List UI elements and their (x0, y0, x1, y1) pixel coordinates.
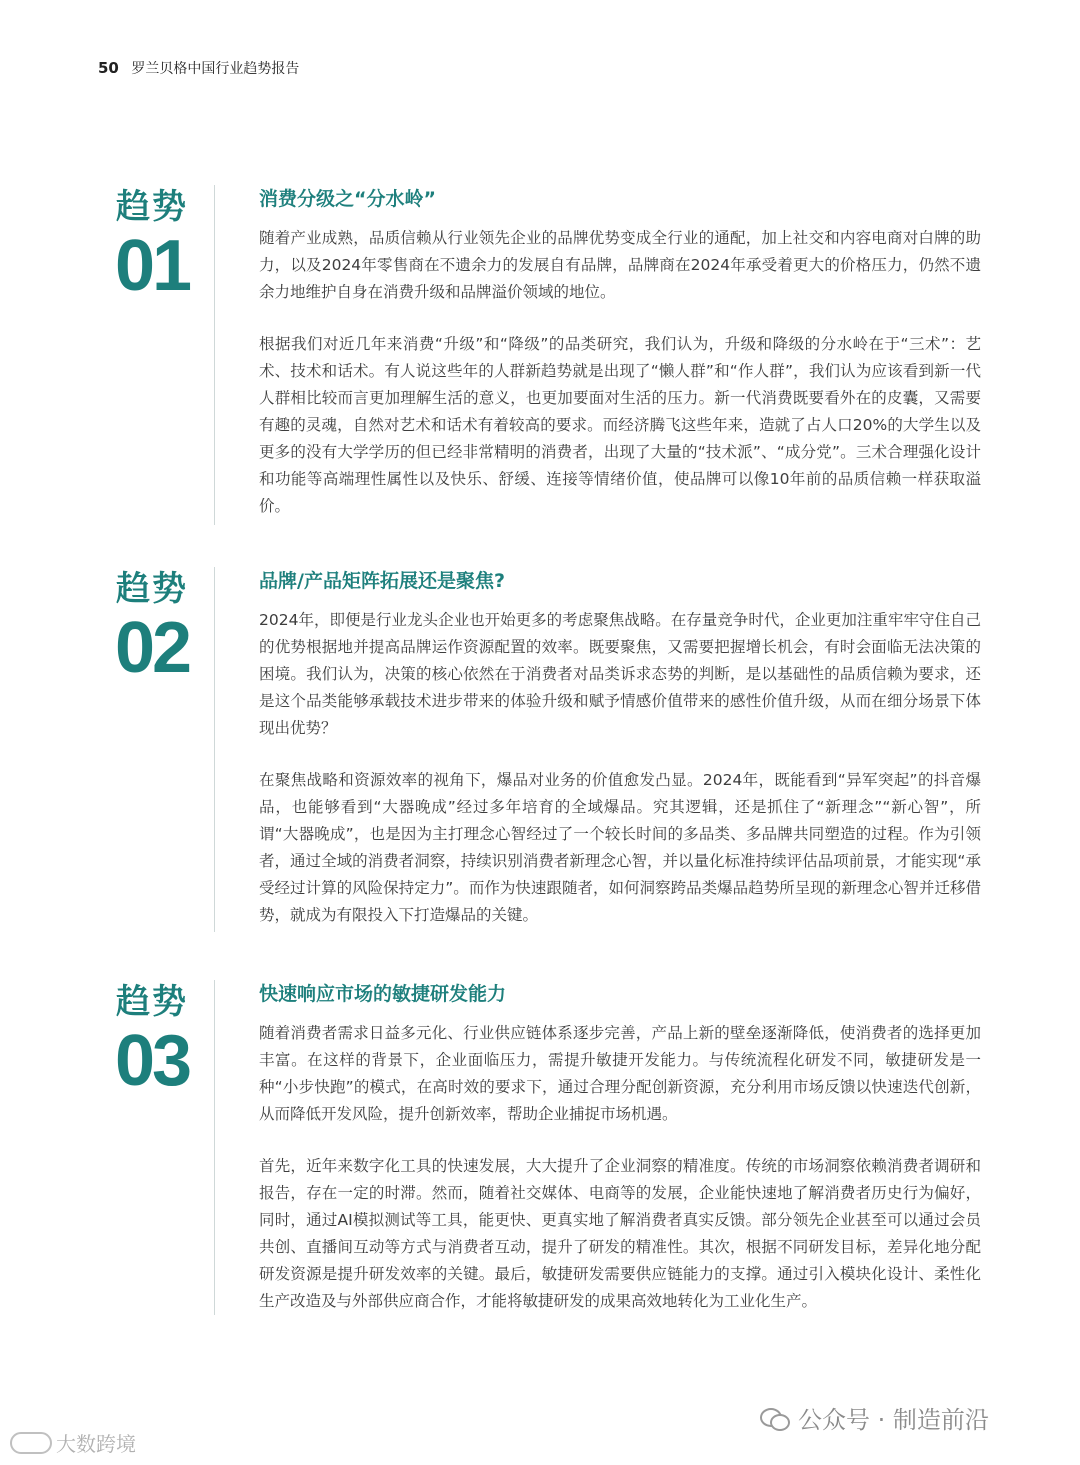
trend-badge-number: 02 (114, 608, 190, 688)
wechat-icon (760, 1406, 790, 1430)
section-divider (214, 980, 215, 1315)
section-paragraph: 首先，近年来数字化工具的快速发展，大大提升了企业洞察的精准度。传统的市场洞察依赖消费者调研和报告，存在一定的时滞。然而，随着社交媒体、电商等的发展，企业能快速地了解消费者历史行为偏好，同时，通过AI模拟测试等工具，能更快、更真实地了解消费者真实反馈。部分领先企业甚至可以通过会员共创、直播间互动等方式与消费者互动，提升了研发的精准性。其次，根据不同研发目标，差异化地分配研发资源是提升研发效率的关键。最后，敏捷研发需要供应链能力的支撑。通过引入模块化设计、柔性化生产改造及与外部供应商合作，才能将敏捷研发的成果高效地转化为工业化生产。 (259, 1157, 981, 1310)
trend-badge-number: 03 (114, 1021, 190, 1101)
trend-badge (104, 980, 200, 1101)
page-number: 50 (98, 59, 119, 77)
trend-badge-number: 01 (114, 226, 190, 306)
trend-badge-word: 趋势 (116, 187, 188, 227)
wechat-watermark-text: 公众号 · 制造前沿 (798, 1406, 989, 1434)
section-content (259, 980, 981, 1340)
corner-watermark (10, 1428, 136, 1457)
section-paragraph: 随着产业成熟，品质信赖从行业领先企业的品牌优势变成全行业的通配，加上社交和内容电商对白牌的助力，以及2024年零售商在不遗余力的发展自有品牌，品牌商在2024年承受着更大的价格压力，仍然不遗余力地维护自身在消费升级和品牌溢价领域的地位。 (259, 229, 981, 301)
section-divider (214, 567, 215, 932)
section-paragraph: 根据我们对近几年来消费“升级”和“降级”的品类研究，我们认为，升级和降级的分水岭在于“三术”：艺术、技术和话术。有人说这些年的人群新趋势就是出现了“懒人群”和“作人群”，我们认为应该看到新一代人群相比较而言更加理解生活的意义，也更加要面对生活的压力。新一代消费既要看外在的皮囊，又需要有趣的灵魂，自然对艺术和话术有着较高的要求。而经济腾飞这些年来，造就了占人口20%的大学生以及更多的没有大学学历的但已经非常精明的消费者，出现了大量的“技术派”、“成分党”。三术合理强化设计和功能等高端理性属性以及快乐、舒缓、连接等情绪价值，使品牌可以像10年前的品质信赖一样获取溢价。 (259, 335, 981, 515)
section-title: 快速响应市场的敏捷研发能力 (259, 983, 507, 1005)
trend-badge (104, 567, 200, 688)
section-title: 消费分级之“分水岭” (259, 188, 436, 210)
section-title: 品牌/产品矩阵拓展还是聚焦? (259, 570, 505, 592)
brand-logo-icon (10, 1432, 52, 1454)
report-title: 罗兰贝格中国行业趋势报告 (131, 61, 300, 77)
section-paragraph: 在聚焦战略和资源效率的视角下，爆品对业务的价值愈发凸显。2024年，既能看到“异军突起”的抖音爆品，也能够看到“大器晚成”经过多年培育的全域爆品。究其逻辑，还是抓住了“新理念”“新心智”，所谓“大器晚成”，也是因为主打理念心智经过了一个较长时间的多品类、多品牌共同塑造的过程。作为引领者，通过全域的消费者洞察，持续识别消费者新理念心智，并以量化标准持续评估品项前景，才能实现“承受经过计算的风险保持定力”。而作为快速跟随者，如何洞察跨品类爆品趋势所呈现的新理念心智并迁移借势，就成为有限投入下打造爆品的关键。 (259, 771, 981, 924)
trend-badge-word: 趋势 (116, 569, 188, 609)
section-content (259, 185, 981, 545)
trend-badge (104, 185, 200, 306)
section-content (259, 567, 981, 954)
trend-badge-word: 趋势 (116, 982, 188, 1022)
section-paragraph: 2024年，即便是行业龙头企业也开始更多的考虑聚焦战略。在存量竞争时代，企业更加注重牢牢守住自己的优势根据地并提高品牌运作资源配置的效率。既要聚焦，又需要把握增长机会，有时会面临无法决策的困境。我们认为，决策的核心依然在于消费者对品类诉求态势的判断，是以基础性的品质信赖为要求，还是这个品类能够承载技术进步带来的体验升级和赋予情感价值带来的感性价值升级，从而在细分场景下体现出优势？ (259, 611, 981, 737)
wechat-watermark (760, 1400, 989, 1435)
page-header (98, 58, 299, 78)
section-divider (214, 185, 215, 525)
section-paragraph: 随着消费者需求日益多元化、行业供应链体系逐步完善，产品上新的壁垒逐渐降低，使消费者的选择更加丰富。在这样的背景下，企业面临压力，需提升敏捷开发能力。与传统流程化研发不同，敏捷研发是一种“小步快跑”的模式，在高时效的要求下，通过合理分配创新资源，充分利用市场反馈以快速迭代创新，从而降低开发风险，提升创新效率，帮助企业捕捉市场机遇。 (259, 1024, 981, 1123)
corner-watermark-text: 大数跨境 (56, 1432, 136, 1456)
